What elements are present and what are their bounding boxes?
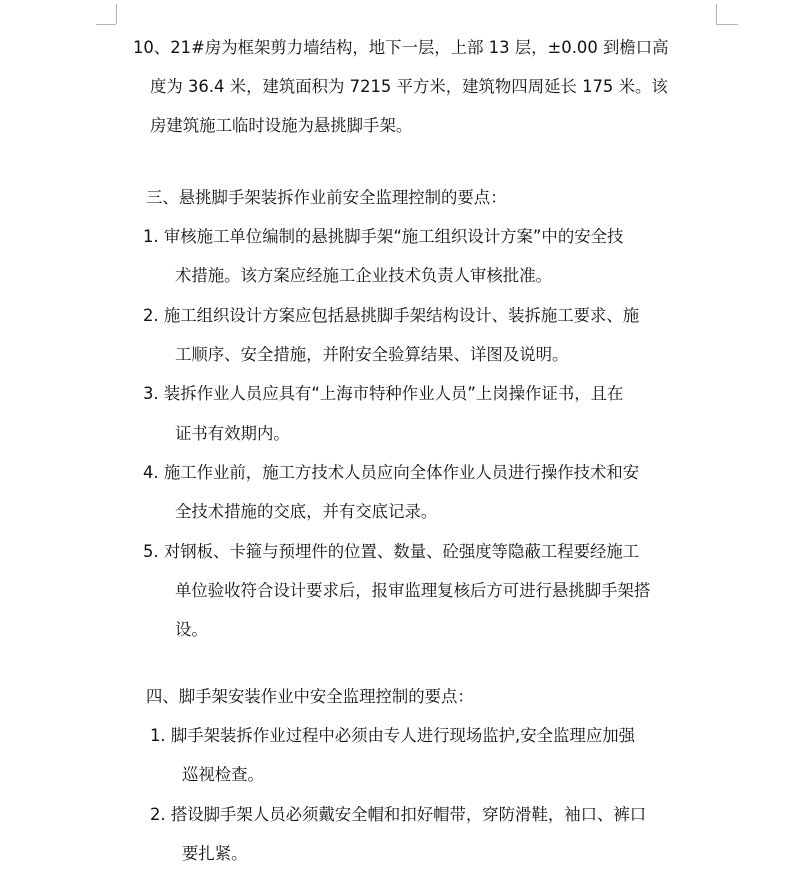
paragraph-10-line-1: 10、21#房为框架剪力墙结构，地下一层，上部 13 层，±0.00 到檐口高 [133, 38, 669, 57]
paragraph-10-line-2: 度为 36.4 米，建筑面积为 7215 平方米，建筑物四周延长 175 米。该 [150, 77, 668, 96]
section-3-item-4-line-1: 4. 施工作业前，施工方技术人员应向全体作业人员进行操作技术和安 [143, 463, 640, 482]
section-4-item-1-line-2: 巡视检查。 [182, 765, 264, 784]
section-3-item-3-line-1: 3. 装拆作业人员应具有“上海市特种作业人员”上岗操作证书，且在 [143, 384, 624, 403]
crop-mark-top-left-horizontal [96, 24, 116, 25]
section-3-item-5-line-2: 单位验收符合设计要求后，报审监理复核后方可进行悬挑脚手架搭 [175, 581, 651, 600]
paragraph-10-line-3: 房建筑施工临时设施为悬挑脚手架。 [150, 116, 413, 135]
section-3-item-3-line-2: 证书有效期内。 [175, 424, 290, 443]
crop-mark-top-left-vertical [116, 4, 117, 24]
section-3-item-1-line-2: 术措施。该方案应经施工企业技术负责人审核批准。 [175, 266, 552, 285]
crop-mark-top-right-horizontal [716, 24, 738, 25]
section-3-item-4-line-2: 全技术措施的交底，并有交底记录。 [175, 502, 438, 521]
section-3-item-2-line-2: 工顺序、安全措施，并附安全验算结果、详图及说明。 [175, 345, 569, 364]
section-4-heading: 四、脚手架安装作业中安全监理控制的要点： [146, 687, 474, 706]
section-4-item-1-line-1: 1. 脚手架装拆作业过程中必须由专人进行现场监护,安全监理应加强 [150, 726, 635, 745]
section-3-item-1-line-1: 1. 审核施工单位编制的悬挑脚手架“施工组织设计方案”中的安全技 [143, 227, 624, 246]
section-3-heading: 三、悬挑脚手架装拆作业前安全监理控制的要点： [146, 188, 507, 207]
section-4-item-2-line-2: 要扎紧。 [182, 844, 248, 863]
section-3-item-5-line-1: 5. 对钢板、卡箍与预埋件的位置、数量、砼强度等隐蔽工程要经施工 [143, 542, 640, 561]
section-3-item-5-line-3: 设。 [175, 620, 208, 639]
section-3-item-2-line-1: 2. 施工组织设计方案应包括悬挑脚手架结构设计、装拆施工要求、施 [143, 306, 640, 325]
section-4-item-2-line-1: 2. 搭设脚手架人员必须戴安全帽和扣好帽带，穿防滑鞋，袖口、裤口 [150, 805, 647, 824]
crop-mark-top-right-vertical [716, 4, 717, 24]
